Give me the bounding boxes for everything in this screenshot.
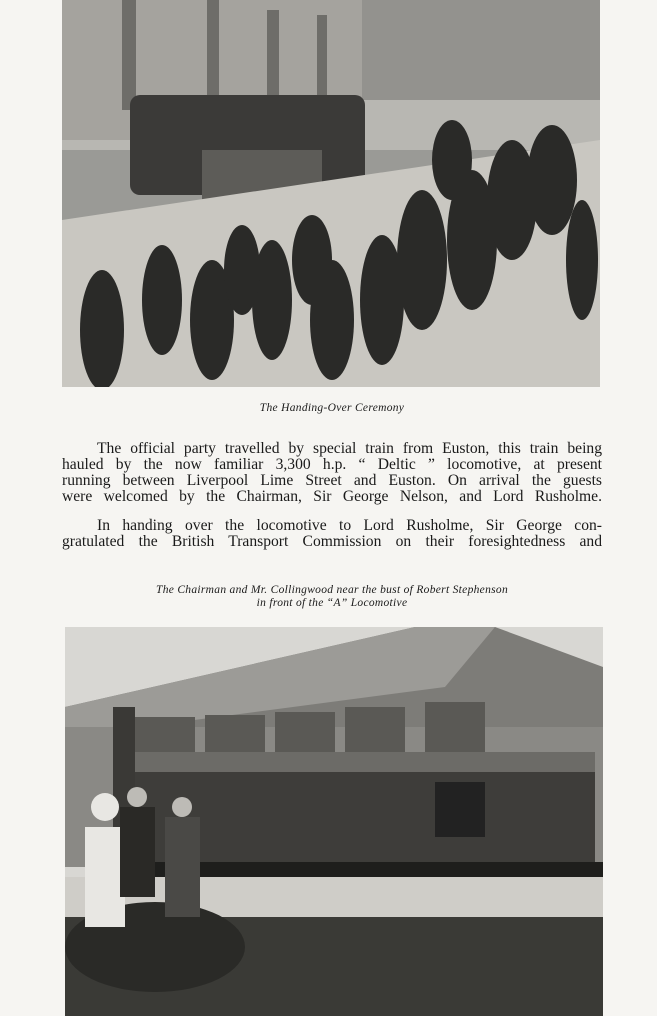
body-paragraph xyxy=(62,518,602,550)
figure-caption: The Handing-Over Ceremony xyxy=(259,402,405,414)
text-line: were welcomed by the Chairman, Sir George Nelson, and Lord Rusholme. xyxy=(62,488,602,505)
photo-handing-over-ceremony xyxy=(62,0,600,387)
text-line: hauled by the now familiar 3,300 h.p. “ Deltic ” locomotive, at present xyxy=(62,456,602,473)
text-line: The official party travelled by special train from Euston, this train being xyxy=(97,440,602,457)
photo-chairman-and-locomotive xyxy=(65,627,603,1016)
text-line: In handing over the locomotive to Lord Rusholme, Sir George con- xyxy=(97,517,602,534)
text-line: running between Liverpool Lime Street and Euston. On arrival the guests xyxy=(62,472,602,489)
body-paragraph xyxy=(62,441,602,505)
text-line: gratulated the British Transport Commission on their foresightedness and xyxy=(62,533,602,550)
caption-line: The Chairman and Mr. Collingwood near the bust of Robert Stephenson xyxy=(156,584,508,596)
caption-line: in front of the “A” Locomotive xyxy=(256,597,408,609)
figure-caption xyxy=(62,584,602,610)
